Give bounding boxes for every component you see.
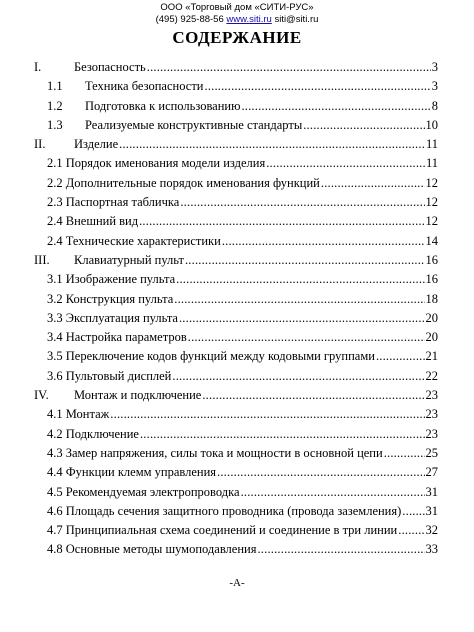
toc-entry-label: 4.6 Площадь сечения защитного проводника (провода заземления): [47, 503, 402, 518]
toc-entry[interactable]: [34, 347, 438, 366]
toc-dot-leader: [176, 270, 424, 289]
toc-dot-leader: [172, 367, 424, 386]
toc-entry[interactable]: [34, 444, 438, 463]
toc-dot-leader: [174, 290, 424, 309]
toc-entry-page: 33: [425, 542, 438, 557]
toc-entry-label: 4.2 Подключение: [47, 426, 139, 441]
toc-dot-leader: [384, 444, 425, 463]
toc-entry-number: IV.: [34, 388, 49, 403]
toc-entry-page: 10: [425, 117, 438, 132]
toc-entry[interactable]: [34, 135, 438, 154]
toc-entry-label: 2.4 Внешний вид: [47, 214, 139, 229]
toc-entry-label: Реализуемые конструктивные стандарты: [85, 117, 303, 132]
toc-entry-page: 23: [425, 407, 438, 422]
toc-entry[interactable]: [34, 367, 438, 386]
toc-entry-page: 32: [425, 523, 438, 538]
toc-entry-number: 1.3: [47, 117, 63, 132]
toc-entry-page: 23: [425, 388, 438, 403]
toc-entry[interactable]: [34, 58, 438, 77]
toc-entry-label: Техника безопасности: [85, 79, 204, 94]
toc-dot-leader: [147, 58, 431, 77]
toc-entry-page: 27: [425, 465, 438, 480]
toc-entry-label: 4.1 Монтаж: [47, 407, 110, 422]
toc-entry-page: 11: [425, 156, 438, 171]
toc-entry-label: 2.3 Паспортная табличка: [47, 195, 180, 210]
toc-entry[interactable]: [34, 232, 438, 251]
toc-entry-page: 11: [425, 137, 438, 152]
phone-number: (495) 925-88-56: [155, 14, 224, 25]
toc-dot-leader: [222, 232, 425, 251]
toc-entry[interactable]: [34, 309, 438, 328]
toc-entry[interactable]: [34, 77, 438, 96]
toc-entry-page: 12: [425, 214, 438, 229]
toc-entry-label: Безопасность: [74, 60, 146, 74]
toc-dot-leader: [110, 405, 424, 424]
toc-entry-label: 2.1 Порядок именования модели изделия: [47, 156, 266, 171]
toc-entry-number: 1.1: [47, 79, 63, 94]
toc-entry-number: I.: [34, 60, 42, 74]
company-name: ООО «Торговый дом «СИТИ-РУС»: [160, 2, 314, 13]
toc-entry-label: 3.1 Изображение пульта: [47, 272, 176, 287]
toc-entry[interactable]: [34, 154, 438, 173]
toc-entry-label: 4.4 Функции клемм управления: [47, 465, 217, 480]
toc-dot-leader: [257, 540, 424, 559]
toc-entry-label: 2.2 Дополнительные порядок именования функций: [47, 175, 320, 190]
toc-entry-label: 4.3 Замер напряжения, силы тока и мощности в основной цепи: [47, 445, 383, 460]
toc-entry[interactable]: [34, 463, 438, 482]
toc-entry-page: 12: [425, 195, 438, 210]
toc-entry-label: 3.2 Конструкция пульта: [47, 291, 174, 306]
toc-entry[interactable]: [34, 328, 438, 347]
toc-dot-leader: [204, 77, 430, 96]
toc-entry-label: 2.4 Технические характеристики: [47, 233, 221, 248]
page-title: СОДЕРЖАНИЕ: [172, 28, 302, 47]
contact-line: [0, 14, 474, 26]
toc-entry-page: 31: [425, 503, 438, 518]
toc-dot-leader: [185, 251, 425, 270]
toc-entry-label: Подготовка к использованию: [85, 98, 241, 113]
toc-entry-page: 8: [431, 98, 438, 113]
page-number: -A-: [229, 577, 245, 589]
toc-entry-label: 3.4 Настройка параметров: [47, 330, 187, 345]
toc-entry-label: Изделие: [74, 137, 119, 152]
toc-entry-number: III.: [34, 252, 50, 267]
toc-entry-label: 4.5 Рекомендуемая электропроводка: [47, 484, 240, 499]
toc-entry[interactable]: [34, 116, 438, 135]
toc-entry-label: Монтаж и подключение: [74, 388, 202, 403]
toc-dot-leader: [188, 328, 425, 347]
toc-entry-label: 4.7 Принципиальная схема соединений и соединение в три линии: [47, 523, 398, 538]
toc-entry[interactable]: [34, 386, 438, 405]
toc-entry-page: 22: [425, 368, 438, 383]
toc-entry-label: 4.8 Основные методы шумоподавления: [47, 542, 257, 557]
toc-entry-page: 23: [425, 426, 438, 441]
toc-entry-page: 16: [425, 272, 438, 287]
toc-entry-page: 14: [425, 233, 438, 248]
toc-entry[interactable]: [34, 502, 438, 521]
toc-entry[interactable]: [34, 405, 438, 424]
toc-dot-leader: [321, 174, 425, 193]
toc-entry-page: 21: [425, 349, 438, 364]
toc-dot-leader: [119, 135, 425, 154]
toc-entry-page: 18: [425, 291, 438, 306]
toc-dot-leader: [179, 309, 425, 328]
toc-dot-leader: [398, 521, 424, 540]
toc-entry[interactable]: [34, 425, 438, 444]
toc-entry[interactable]: [34, 193, 438, 212]
toc-entry-label: 3.6 Пультовый дисплей: [47, 368, 172, 383]
toc-entry[interactable]: [34, 251, 438, 270]
toc-entry-label: 3.5 Переключение кодов функций между кодовыми группами: [47, 349, 375, 364]
toc-dot-leader: [241, 483, 425, 502]
toc-entry[interactable]: [34, 483, 438, 502]
toc-entry-page: 20: [425, 310, 438, 325]
toc-entry[interactable]: [34, 521, 438, 540]
toc-dot-leader: [241, 97, 430, 116]
toc-entry-page: 16: [425, 252, 438, 267]
toc-dot-leader: [140, 425, 425, 444]
toc-dot-leader: [303, 116, 424, 135]
toc-dot-leader: [402, 502, 424, 521]
table-of-contents: [34, 58, 438, 560]
document-header: [0, 2, 474, 26]
toc-entry[interactable]: [34, 540, 438, 559]
toc-entry-number: 1.2: [47, 98, 63, 113]
toc-entry[interactable]: [34, 270, 438, 289]
toc-dot-leader: [180, 193, 424, 212]
toc-dot-leader: [217, 463, 424, 482]
toc-dot-leader: [202, 386, 424, 405]
toc-entry-page: 31: [425, 484, 438, 499]
toc-entry-page: 25: [425, 445, 438, 460]
toc-entry-page: 20: [425, 330, 438, 345]
toc-entry-label: 3.3 Эксплуатация пульта: [47, 310, 178, 325]
toc-entry[interactable]: [34, 290, 438, 309]
website-link[interactable]: www.siti.ru: [226, 14, 272, 25]
toc-entry-page: 12: [425, 175, 438, 190]
toc-entry[interactable]: [34, 212, 438, 231]
email-address: siti@siti.ru: [274, 14, 319, 25]
toc-entry-page: 3: [431, 60, 438, 74]
toc-entry-label: Клавиатурный пульт: [74, 252, 184, 267]
toc-entry-page: 3: [431, 79, 438, 94]
toc-dot-leader: [376, 347, 425, 366]
toc-dot-leader: [266, 154, 425, 173]
toc-dot-leader: [139, 212, 424, 231]
toc-entry-number: II.: [34, 137, 46, 152]
toc-entry[interactable]: [34, 97, 438, 116]
toc-entry[interactable]: [34, 174, 438, 193]
